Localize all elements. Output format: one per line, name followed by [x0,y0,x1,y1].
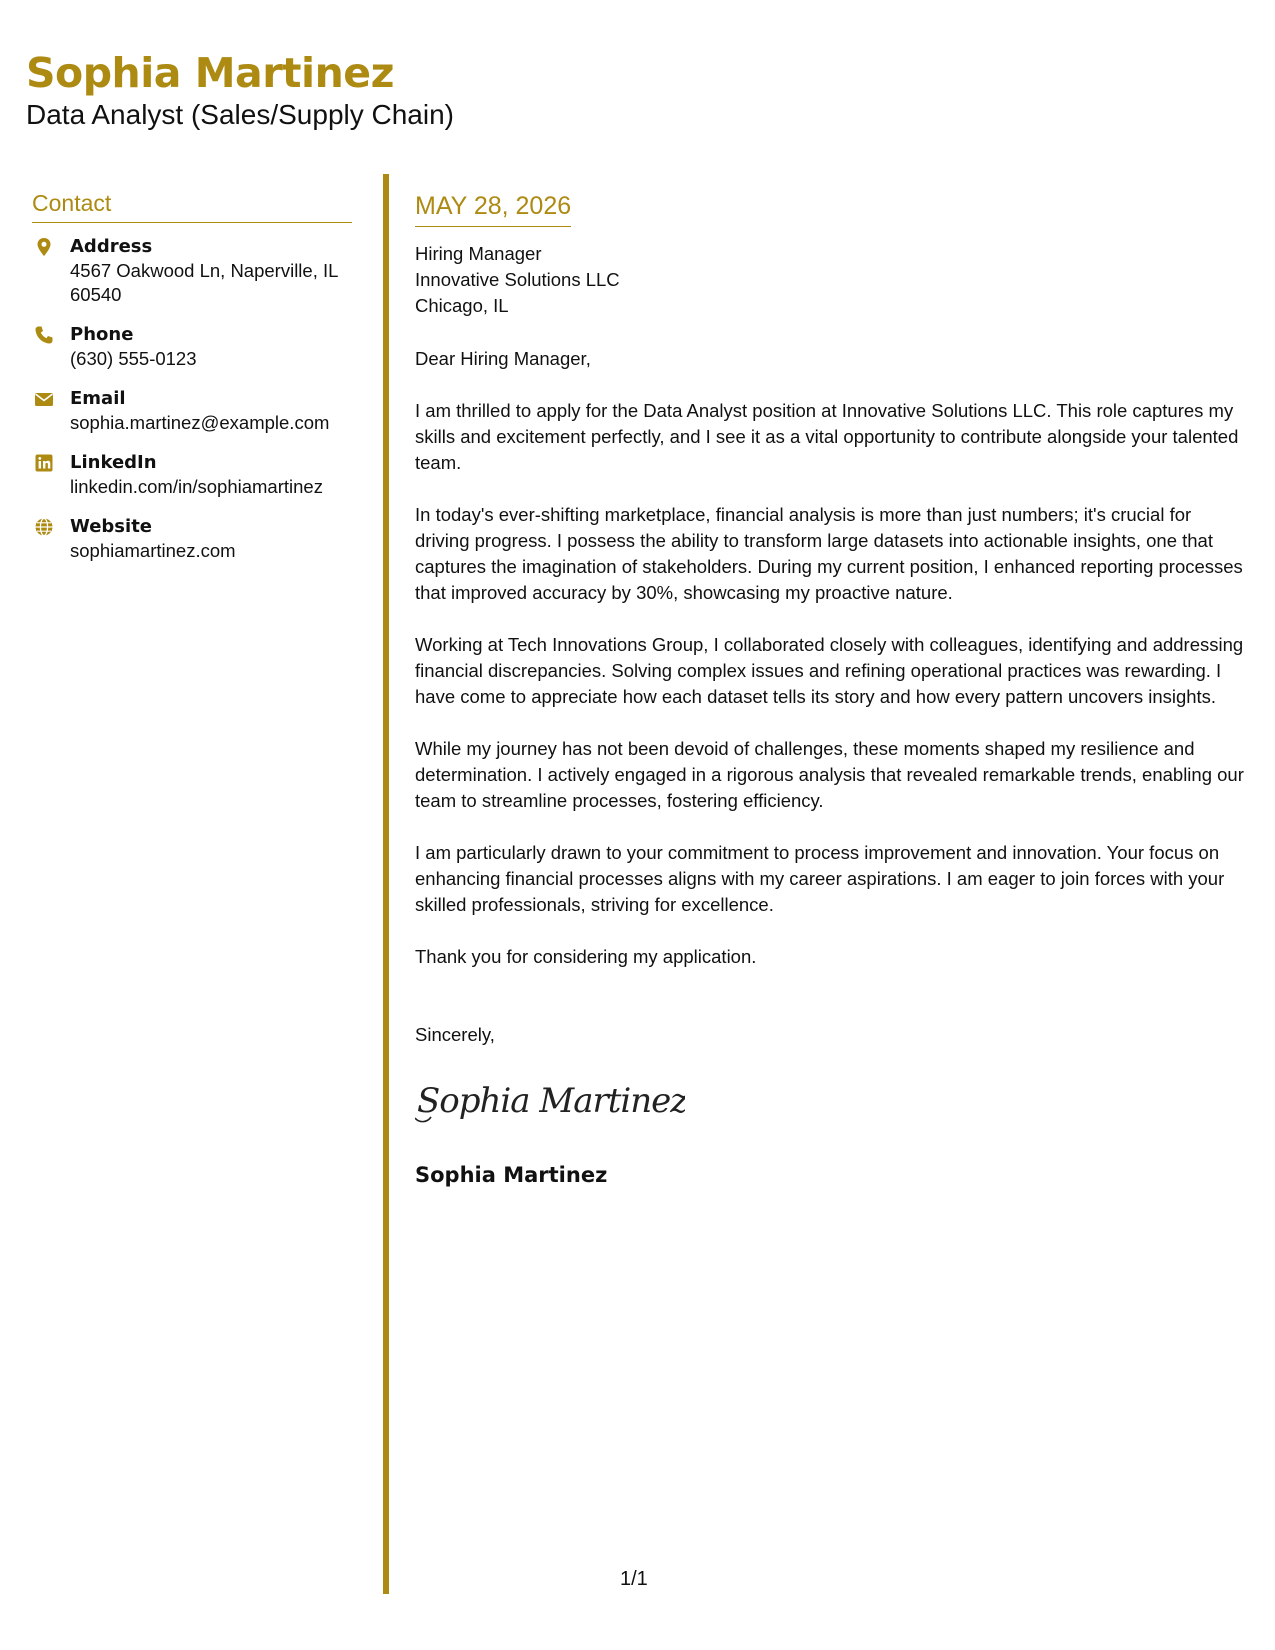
signature-text: Sophia Martinez [417,1081,685,1121]
contact-label: Address [70,236,153,257]
body-paragraph: Working at Tech Innovations Group, I collaborated closely with colleagues, identifying and addressing financial discrepancies. Solving complex issues and refining operational practices was rewarding. I have come to appreciate how each dataset tells its story and how every pattern uncovers insights. [415,634,1244,707]
salutation: Dear Hiring Manager, [415,348,591,369]
contact-label: Phone [70,324,134,345]
recipient-line: Chicago, IL [415,295,509,316]
handwritten-signature [415,1070,685,1132]
recipient-line: Innovative Solutions LLC [415,269,620,290]
map-pin-icon [34,237,54,257]
contact-label: Website [70,516,153,537]
contact-phone [32,323,352,371]
cover-letter-body [415,190,1250,1189]
linkedin-value[interactable]: linkedin.com/in/sophiamartinez [70,476,323,497]
applicant-name: Sophia Martinez [26,49,394,97]
contact-sidebar [32,188,352,579]
job-title: Data Analyst (Sales/Supply Chain) [26,99,454,130]
contact-label: LinkedIn [70,452,157,473]
body-paragraph: In today's ever-shifting marketplace, financial analysis is more than just numbers; it's crucial for driving progress. I possess the ability to transform large datasets into actionable insights, one that captures the imagination of stakeholders. During my current position, I enhanced reporting processes that improved accuracy by 30%, showcasing my proactive nature. [415,504,1243,603]
closing: Sincerely, [415,1024,495,1045]
phone-icon [34,325,54,345]
email-value[interactable]: sophia.martinez@example.com [70,412,330,433]
signer-name: Sophia Martinez [415,1163,608,1187]
contact-website [32,515,352,563]
body-paragraph: While my journey has not been devoid of challenges, these moments shaped my resilience and determination. I actively engaged in a rigorous analysis that revealed remarkable trends, enabling our team to streamline processes, fostering efficiency. [415,738,1244,811]
letter-date: MAY 28, 2026 [415,190,571,227]
globe-icon [34,517,54,537]
linkedin-icon [34,453,54,473]
body-paragraph: I am thrilled to apply for the Data Analyst position at Innovative Solutions LLC. This role captures my skills and excitement perfectly, and I see it as a vital opportunity to contribute alongside your talented team. [415,400,1239,473]
recipient-block [415,241,1250,319]
contact-heading: Contact [32,188,352,223]
contact-address [32,235,352,307]
vertical-divider [383,174,389,1594]
body-paragraph: Thank you for considering my application. [415,946,757,967]
address-value: 4567 Oakwood Ln, Naperville, IL 60540 [70,260,338,305]
website-value[interactable]: sophiamartinez.com [70,540,236,561]
contact-linkedin [32,451,352,499]
page-number: 1/1 [620,1568,648,1590]
phone-value: (630) 555-0123 [70,348,197,369]
body-paragraph: I am particularly drawn to your commitment to process improvement and innovation. Your focus on enhancing financial processes aligns with my career aspirations. I am eager to join forces with your skilled professionals, striving for excellence. [415,842,1225,915]
envelope-icon [34,389,54,409]
contact-email [32,387,352,435]
recipient-line: Hiring Manager [415,243,542,264]
contact-label: Email [70,388,126,409]
resume-header [26,48,454,132]
